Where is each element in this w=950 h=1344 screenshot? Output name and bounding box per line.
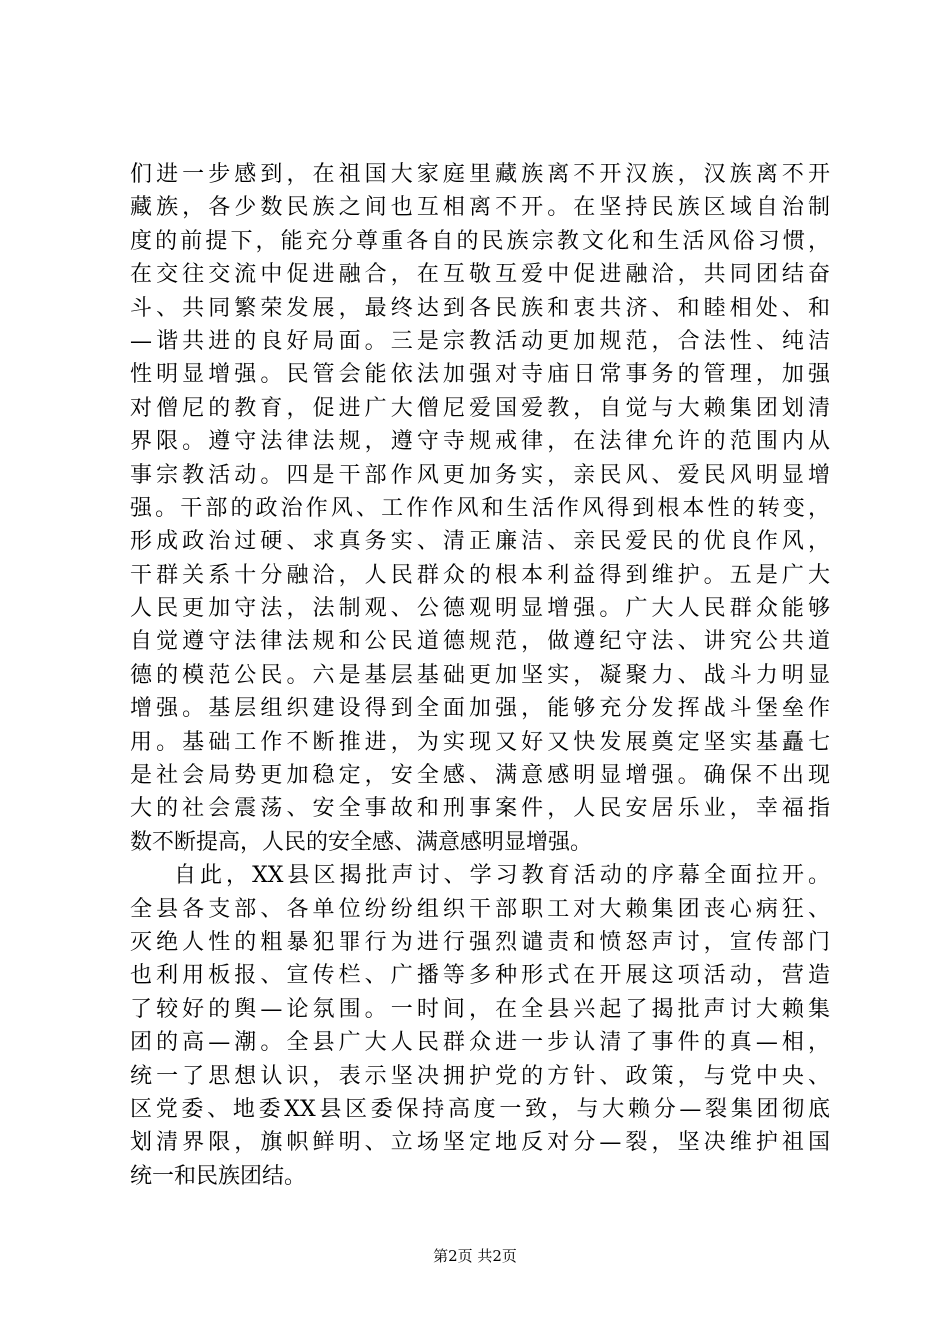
- text-line: 增强。基层组织建设得到全面加强，能够充分发挥战斗堡垒作: [130, 696, 830, 722]
- text-line: 对僧尼的教育，促进广大僧尼爱国爱教，自觉与大赖集团划清: [130, 395, 830, 421]
- text-line: 人民更加守法，法制观、公德观明显增强。广大人民群众能够: [130, 596, 830, 622]
- text-line: 团的高—潮。全县广大人民群众进一步认清了事件的真—相，: [130, 1030, 830, 1056]
- text-line: 划清界限，旗帜鲜明、立场坚定地反对分—裂，坚决维护祖国: [130, 1130, 830, 1156]
- text-line: 性明显增强。民管会能依法加强对寺庙日常事务的管理，加强: [130, 362, 830, 388]
- text-line: 统一了思想认识，表示坚决拥护党的方针、政策，与党中央、: [130, 1063, 830, 1089]
- text-line: 统一和民族团结。: [130, 1163, 307, 1189]
- text-line: 藏族，各少数民族之间也互相离不开。在坚持民族区域自治制: [130, 195, 830, 221]
- text-line: 德的模范公民。六是基层基础更加坚实，凝聚力、战斗力明显: [130, 662, 830, 688]
- page-number-footer: 第2页 共2页: [433, 1247, 517, 1265]
- text-line: 是社会局势更加稳定，安全感、满意感明显增强。确保不出现: [130, 763, 830, 789]
- text-line: 形成政治过硬、求真务实、清正廉洁、亲民爱民的优良作风，: [130, 529, 830, 555]
- text-line: —谐共进的良好局面。三是宗教活动更加规范，合法性、纯洁: [130, 328, 830, 354]
- text-line: 强。干部的政治作风、工作作风和生活作风得到根本性的转变，: [130, 495, 830, 521]
- text-line: 事宗教活动。四是干部作风更加务实，亲民风、爱民风明显增: [130, 462, 830, 488]
- text-line: 数不断提高，人民的安全感、满意感明显增强。: [130, 829, 593, 855]
- text-line: 在交往交流中促进融合，在互敬互爱中促进融洽，共同团结奋: [130, 262, 830, 288]
- text-line: 干群关系十分融洽，人民群众的根本利益得到维护。五是广大: [130, 562, 830, 588]
- text-line: 区党委、地委XX县区委保持高度一致，与大赖分—裂集团彻底: [130, 1096, 830, 1122]
- text-line: 自觉遵守法律法规和公民道德规范，做遵纪守法、讲究公共道: [130, 629, 830, 655]
- text-line: 也利用板报、宣传栏、广播等多种形式在开展这项活动，营造: [130, 963, 830, 989]
- text-line: 度的前提下，能充分尊重各自的民族宗教文化和生活风俗习惯，: [130, 228, 830, 254]
- text-line: 们进一步感到，在祖国大家庭里藏族离不开汉族，汉族离不开: [130, 162, 830, 187]
- text-line: 大的社会震荡、安全事故和刑事案件，人民安居乐业，幸福指: [130, 796, 830, 822]
- text-line: 界限。遵守法律法规，遵守寺规戒律，在法律允许的范围内从: [130, 429, 830, 455]
- text-line: 全县各支部、各单位纷纷组织干部职工对大赖集团丧心病狂、: [130, 896, 830, 922]
- text-line: 了较好的舆—论氛围。一时间，在全县兴起了揭批声讨大赖集: [130, 996, 830, 1022]
- text-line: 用。基础工作不断推进，为实现又好又快发展奠定坚实基矗七: [130, 729, 830, 755]
- body-text: [130, 158, 830, 1193]
- text-line: 灭绝人性的粗暴犯罪行为进行强烈谴责和愤怒声讨，宣传部门: [130, 929, 830, 955]
- paragraph-first-line: 自此，XX县区揭批声讨、学习教育活动的序幕全面拉开。: [174, 863, 830, 889]
- text-line: 斗、共同繁荣发展，最终达到各民族和衷共济、和睦相处、和: [130, 295, 830, 321]
